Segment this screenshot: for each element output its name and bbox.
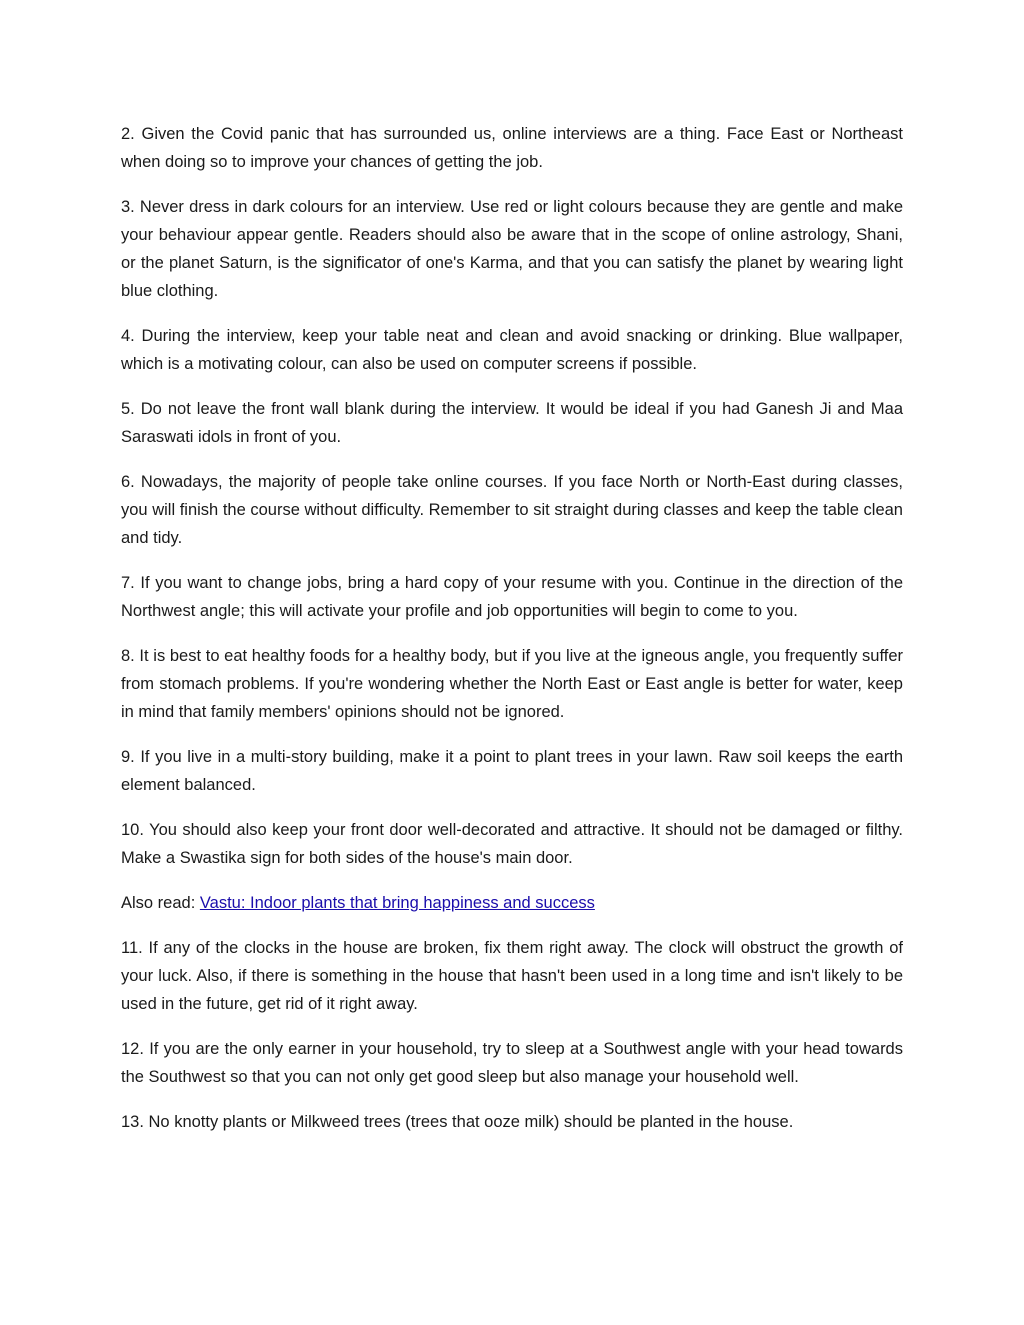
also-read-link[interactable]: Vastu: Indoor plants that bring happiness and success (199, 894, 595, 912)
also-read-line (121, 889, 903, 917)
paragraph-tip-10: 10. You should also keep your front door well-decorated and attractive. It should not be damaged or filthy. Make a Swastika sign for both sides of the house's main door. (121, 821, 903, 867)
paragraph-tip-9: 9. If you live in a multi-story building, make it a point to plant trees in your lawn. Raw soil keeps the earth element balanced. (121, 748, 903, 794)
paragraph-tip-8: 8. It is best to eat healthy foods for a healthy body, but if you live at the igneous angle, you frequently suffer from stomach problems. If you're wondering whether the North East or East angle is better for water, keep in mind that family members' opinions should not be ignored. (121, 647, 903, 721)
paragraph-tip-6: 6. Nowadays, the majority of people take online courses. If you face North or North-East during classes, you will finish the course without difficulty. Remember to sit straight during classes and keep the table clean and tidy. (121, 473, 903, 547)
paragraph-tip-5: 5. Do not leave the front wall blank during the interview. It would be ideal if you had Ganesh Ji and Maa Saraswati idols in front of you. (121, 400, 903, 446)
paragraph-tip-12: 12. If you are the only earner in your household, try to sleep at a Southwest angle with your head towards the Southwest so that you can not only get good sleep but also manage your household well. (121, 1040, 903, 1086)
paragraph-tip-7: 7. If you want to change jobs, bring a hard copy of your resume with you. Continue in the direction of the Northwest angle; this will activate your profile and job opportunities will begin to come to you. (121, 574, 903, 620)
paragraph-tip-13: 13. No knotty plants or Milkweed trees (trees that ooze milk) should be planted in the house. (121, 1113, 794, 1131)
paragraph-tip-2: 2. Given the Covid panic that has surrounded us, online interviews are a thing. Face East or Northeast when doing so to improve your chances of getting the job. (121, 125, 903, 171)
also-read-prefix: Also read: (121, 894, 200, 912)
paragraph-tip-4: 4. During the interview, keep your table neat and clean and avoid snacking or drinking. Blue wallpaper, which is a motivating colour, can also be used on computer screens if possible. (121, 327, 903, 373)
paragraph-tip-11: 11. If any of the clocks in the house are broken, fix them right away. The clock will obstruct the growth of your luck. Also, if there is something in the house that hasn't been used in a long time and isn't likely to be used in the future, get rid of it right away. (121, 939, 903, 1013)
document-page (121, 120, 903, 1136)
paragraph-tip-3: 3. Never dress in dark colours for an interview. Use red or light colours because they are gentle and make your behaviour appear gentle. Readers should also be aware that in the scope of online astrology, Shani, or the planet Saturn, is the significator of one's Karma, and that you can satisfy the planet by wearing light blue clothing. (121, 198, 903, 300)
